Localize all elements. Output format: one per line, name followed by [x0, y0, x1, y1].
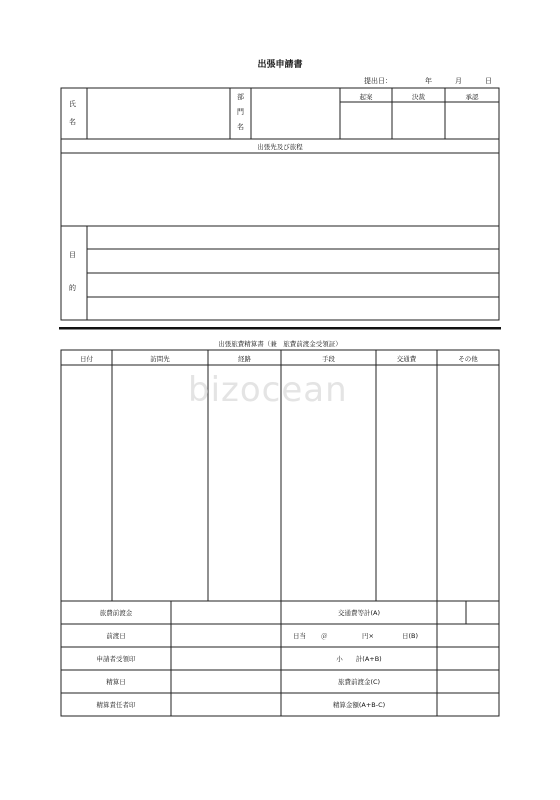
destination-header: 出張先及び旅程 [257, 143, 303, 151]
label-settlement-manager-seal: 精算責任者印 [96, 701, 136, 709]
label-subtotal: 小 計(A+B) [336, 655, 382, 663]
department-label-3: 名 [237, 123, 244, 131]
label-per-diem-at: ＠ [321, 632, 328, 640]
col-header-date: 日付 [80, 355, 93, 363]
name-label-1: 氏 [69, 100, 76, 108]
department-label-1: 部 [237, 93, 244, 101]
purpose-field[interactable] [88, 227, 498, 319]
label-applicant-receipt-seal: 申請者受領印 [96, 655, 136, 663]
col-header-means: 手段 [322, 355, 335, 363]
label-per-diem: 日当 [293, 632, 306, 640]
submission-day: 日 [485, 77, 492, 85]
submission-year: 年 [425, 77, 432, 85]
label-per-diem-days: 日(B) [402, 632, 419, 640]
department-label-2: 門 [237, 108, 244, 116]
col-header-transport-cost: 交通費 [396, 355, 417, 363]
submission-month: 月 [455, 77, 462, 85]
col-header-route: 経路 [238, 355, 251, 363]
approval-header-approve: 承認 [465, 93, 479, 101]
col-header-other: その他 [458, 355, 478, 363]
purpose-label-1: 目 [69, 251, 76, 259]
department-field[interactable] [252, 89, 339, 138]
form-title: 出張申請書 [257, 60, 303, 70]
label-advance-payment: 旅費前渡金 [99, 609, 133, 617]
purpose-label-2: 的 [69, 284, 76, 292]
destination-field[interactable] [62, 154, 498, 225]
label-transport-total: 交通費等計(A) [337, 609, 381, 617]
approval-header-draft: 起案 [359, 93, 373, 101]
applicant-name-field[interactable] [88, 89, 229, 138]
settlement-title: 出張旅費精算書（兼 旅費前渡金受領証） [218, 340, 342, 348]
submission-date-label: 提出日： [364, 77, 392, 85]
approval-header-decision: 決裁 [412, 93, 425, 101]
label-advance-c: 旅費前渡金(C) [337, 678, 381, 686]
label-settlement-date: 精算日 [106, 678, 126, 686]
label-settlement-amount: 精算金額(A+B-C) [332, 701, 386, 709]
label-per-diem-yen: 円× [362, 632, 374, 640]
col-header-destination: 訪問先 [150, 355, 170, 363]
name-label-2: 名 [69, 118, 76, 126]
label-advance-date: 前渡日 [106, 632, 126, 640]
watermark-text: bizocean [188, 370, 348, 410]
